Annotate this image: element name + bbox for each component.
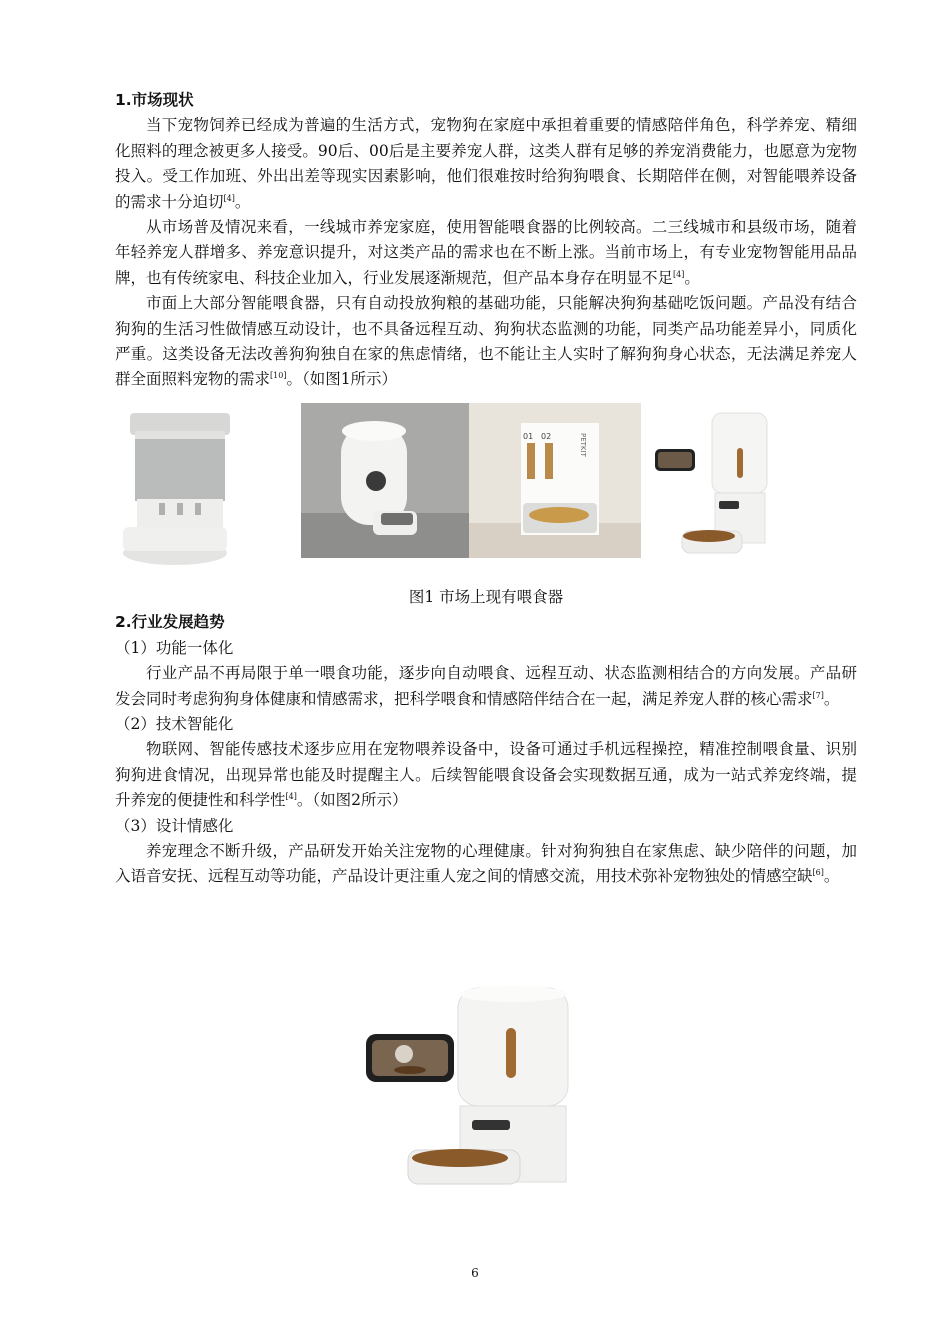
paragraph: 从市场普及情况来看，一线城市养宠家庭，使用智能喂食器的比例较高。二三线城市和县级市场，随着年轻养宠人群增多、养宠意识提升，对这类产品的需求也在不断上涨。当前市场上，有专业宠物智能用品品牌，也有传统家电、科技企业加入，行业发展逐渐规范，但产品本身存在明显不足[4]。 (115, 218, 857, 287)
citation: [4] (285, 792, 297, 802)
paragraph: 行业产品不再局限于单一喂食功能，逐步向自动喂食、远程互动、状态监测相结合的方向发展。产品研发会同时考虑狗狗身体健康和情感需求，把科学喂食和情感陪伴结合在一起，满足养宠人群的核心需求[7]。 (115, 664, 857, 708)
section-heading-market-status: 1.市场现状 (115, 91, 194, 109)
figure-1-images (115, 403, 857, 579)
citation: [4] (673, 269, 685, 279)
paragraph: 当下宠物饲养已经成为普遍的生活方式，宠物狗在家庭中承担着重要的情感陪伴角色，科学养宠、精细化照料的理念被更多人接受。90后、00后是主要养宠人群，这类人群有足够的养宠消费能力，也愿意为宠物投入。受工作加班、外出出差等现实因素影响，他们很难按时给狗狗喂食、长期陪伴在侧，对智能喂养设备的需求十分迫切[4]。 (115, 116, 857, 211)
feeder-photo-3 (647, 403, 797, 573)
subsection-title: （3）设计情感化 (115, 816, 234, 835)
citation: [10] (270, 371, 287, 381)
label-petkit: PETKIT (579, 432, 587, 457)
document-page (115, 88, 857, 890)
figure-1-caption: 图1 市场上现有喂食器 (408, 587, 564, 606)
feeder-photo-1 (115, 403, 245, 573)
page-number: 6 (471, 1266, 479, 1280)
citation: [6] (812, 868, 824, 878)
subsection-title: （2）技术智能化 (115, 714, 234, 733)
figure-2-image (360, 980, 585, 1205)
feeder-photo-2 (301, 403, 641, 558)
label-01: 01 (523, 431, 534, 441)
paragraph: 养宠理念不断升级，产品研发开始关注宠物的心理健康。针对狗狗独自在家焦虑、缺少陪伴的问题，加入语音安抚、远程互动等功能，产品设计更注重人宠之间的情感交流，用技术弥补宠物独处的情感空缺[6]。 (115, 841, 857, 886)
subsection-title: （1）功能一体化 (115, 638, 234, 657)
paragraph: 市面上大部分智能喂食器，只有自动投放狗粮的基础功能，只能解决狗狗基础吃饭问题。产品没有结合狗狗的生活习性做情感互动设计，也不具备远程互动、狗狗状态监测的功能，同类产品功能差异小，同质化严重。这类设备无法改善狗狗独自在家的焦虑情绪，也不能让主人实时了解狗狗身心状态，无法满足养宠人群全面照料宠物的需求[10]。（如图1所示） (115, 294, 857, 389)
paragraph: 物联网、智能传感技术逐步应用在宠物喂养设备中，设备可通过手机远程操控，精准控制喂食量、识别狗狗进食情况，出现异常也能及时提醒主人。后续智能喂食设备会实现数据互通，成为一站式养宠终端，提升养宠的便捷性和科学性[4]。（如图2所示） (115, 740, 857, 810)
citation: [4] (223, 193, 235, 203)
section-heading-industry-trends: 2.行业发展趋势 (115, 613, 225, 632)
label-02: 02 (541, 431, 552, 441)
citation: [7] (812, 690, 824, 700)
